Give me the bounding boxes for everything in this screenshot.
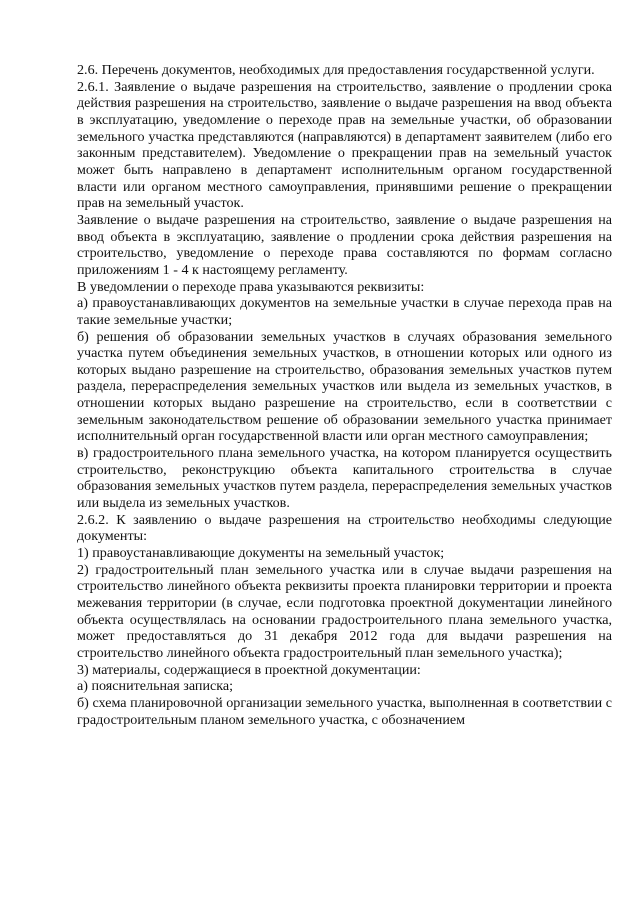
- list-item-v: в) градостроительного плана земельного участка, на котором планируется осуществить строительство, реконструкцию объекта капитального строительства в случае образования земельных участков путем раздела, перераспределения земельных участков или выдела из земельных участков.: [77, 445, 612, 512]
- paragraph-2-6-2: 2.6.2. К заявлению о выдаче разрешения на строительство необходимы следующие документы:: [77, 511, 612, 545]
- list-item-2: 2) градостроительный план земельного участка или в случае выдачи разрешения на строительство линейного объекта реквизиты проекта планировки территории и проекта межевания территории (в случае, если подготовка проектной документации линейного объекта осуществлялась на основании градостроительного плана земельного участка, может предоставляться до 31 декабря 2012 года для выдачи разрешения на строительство линейного объекта градостроительный план земельного участка);: [77, 561, 612, 661]
- paragraph-requisites: В уведомлении о переходе права указываются реквизиты:: [77, 278, 425, 295]
- paragraph-2-6-1: 2.6.1. Заявление о выдаче разрешения на строительство, заявление о продлении срока действия разрешения на строительство, заявление о выдаче разрешения на ввод объекта в эксплуатацию, уведомление о переходе прав на земельные участки, об образовании земельного участка представляются (направляются) в департамент заявителем (либо его законным представителем). Уведомление о прекращении прав на земельный участок может быть направлено в департамент исполнительным органом государственной власти или органом местного самоуправления, принявшими решение о прекращении прав на земельный участок.: [77, 78, 612, 212]
- section-heading: 2.6. Перечень документов, необходимых для предоставления государственной услуги.: [77, 62, 595, 78]
- list-item-3: 3) материалы, содержащиеся в проектной документации:: [77, 661, 421, 678]
- sublist-item-a: а) пояснительная записка;: [77, 678, 234, 695]
- list-item-1: 1) правоустанавливающие документы на земельный участок;: [77, 545, 445, 562]
- list-item-a: а) правоустанавливающих документов на земельные участки в случае перехода прав на такие земельные участки;: [77, 295, 612, 328]
- list-item-b: б) решения об образовании земельных участков в случаях образования земельного участка путем объединения земельных участков, в отношении которых или одного из которых выдано разрешение на строительство, образования земельных участков путем раздела, перераспределения земельных участков или выдела из земельных участков, в отношении которых выдано разрешение на строительство, если в соответствии с земельным законодательством решение об образовании земельного участка принимает исполнительный орган государственной власти или орган местного самоуправления;: [77, 328, 612, 445]
- document-page: [77, 62, 612, 728]
- sublist-item-b: б) схема планировочной организации земельного участка, выполненная в соответствии с градостроительным планом земельного участка, с обозначением: [77, 694, 612, 728]
- paragraph-forms: Заявление о выдаче разрешения на строительство, заявление о выдаче разрешения на ввод объекта в эксплуатацию, заявление о продлении срока действия разрешения на строительство, уведомление о переходе права составляются по формам согласно приложениям 1 - 4 к настоящему регламенту.: [77, 211, 612, 278]
